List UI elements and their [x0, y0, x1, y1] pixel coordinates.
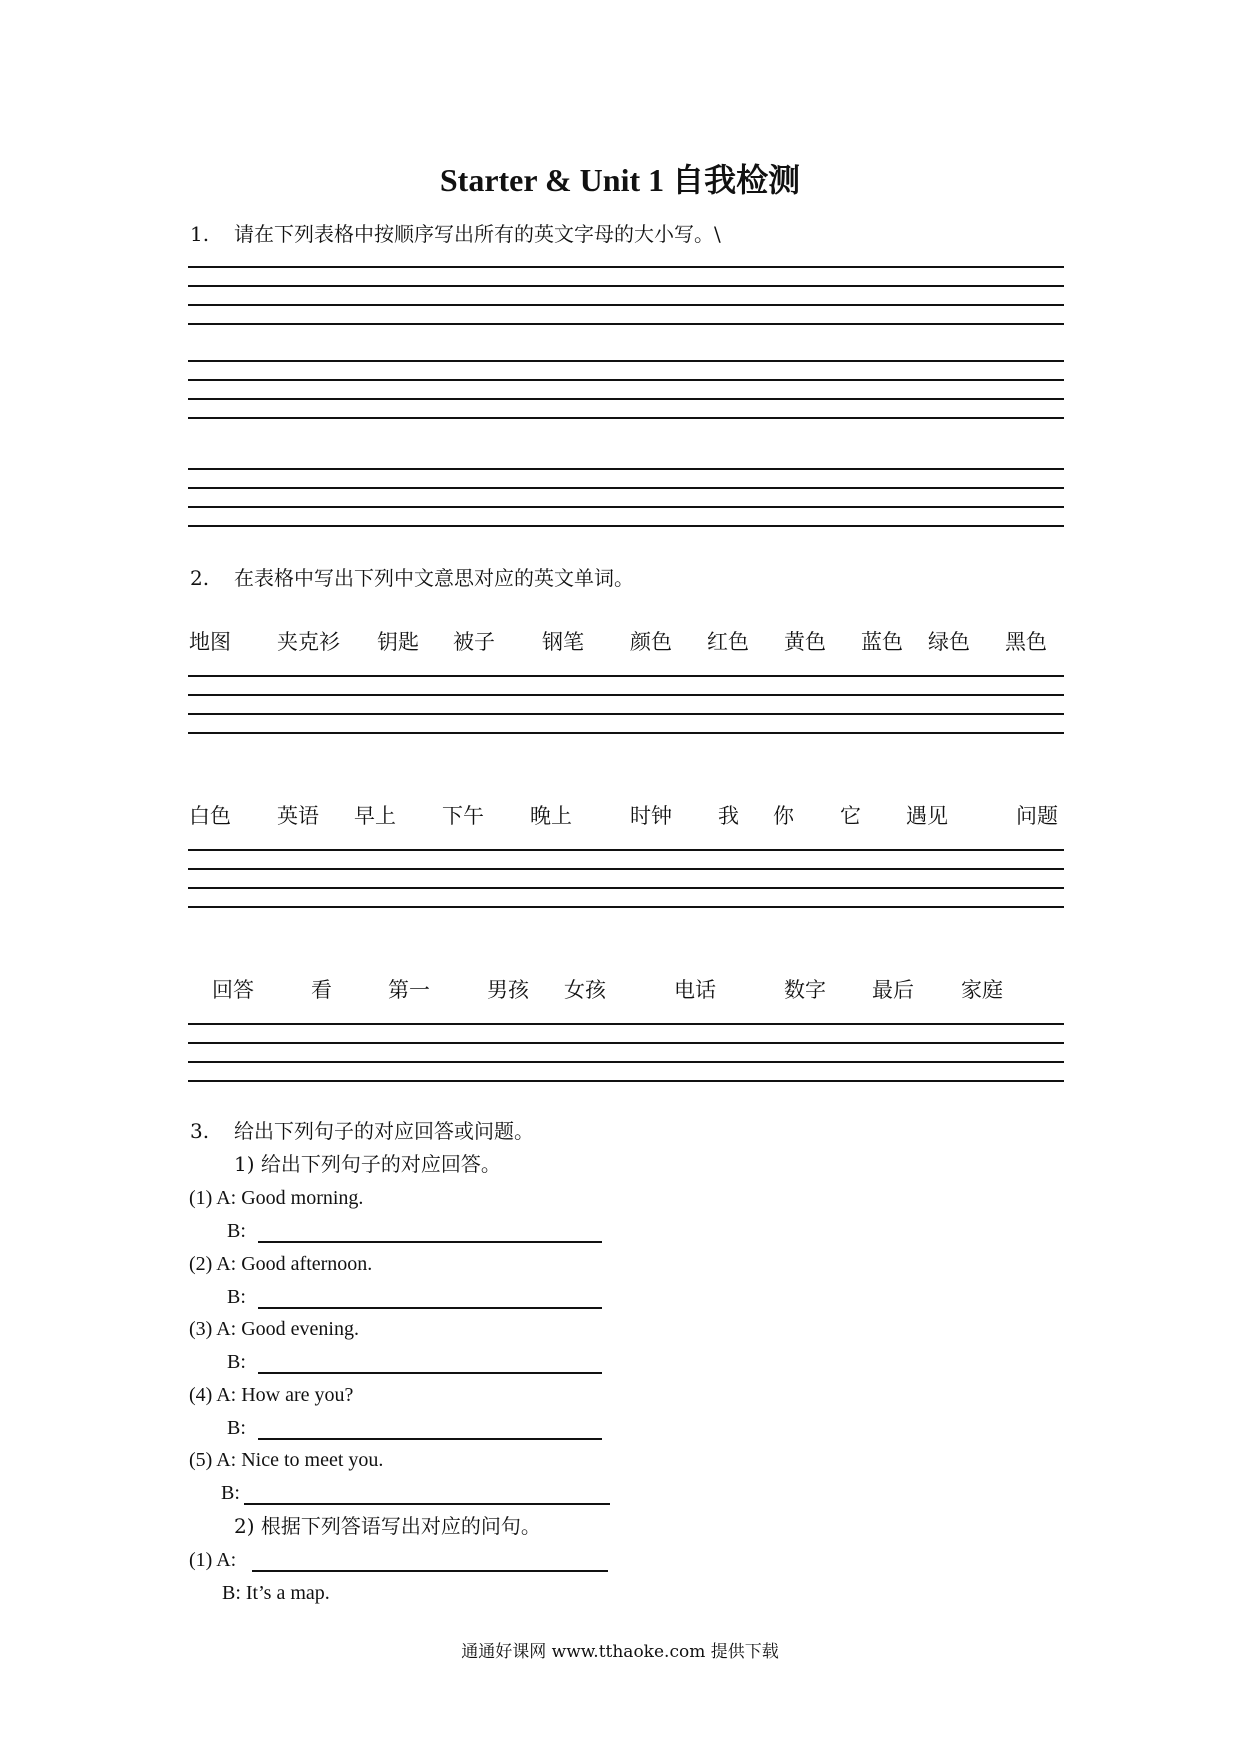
vocab-word: 蓝色 — [861, 630, 903, 654]
writing-line — [188, 487, 1064, 489]
writing-line — [188, 323, 1064, 325]
dialogue-b-label: B: — [227, 1286, 246, 1308]
question-2-number: 2. — [190, 566, 210, 590]
vocab-word: 颜色 — [630, 630, 672, 654]
dialogue-b-line: B: It’s a map. — [222, 1582, 330, 1604]
question-1-text: 请在下列表格中按顺序写出所有的英文字母的大小写。\ — [234, 222, 721, 246]
dialogue-b-label: B: — [221, 1482, 240, 1504]
dialogue-a-line: (1) A: Good morning. — [189, 1187, 364, 1209]
writing-line — [188, 398, 1064, 400]
vocab-word: 它 — [840, 804, 861, 828]
writing-line — [188, 285, 1064, 287]
vocab-word: 我 — [718, 804, 739, 828]
writing-line — [188, 1042, 1064, 1044]
vocab-word: 电话 — [674, 978, 716, 1002]
dialogue-a-line: (3) A: Good evening. — [189, 1318, 359, 1340]
vocab-word: 黄色 — [784, 630, 826, 654]
vocab-word: 女孩 — [564, 978, 606, 1002]
answer-blank[interactable] — [244, 1503, 610, 1505]
vocab-word: 看 — [311, 978, 332, 1002]
answer-blank[interactable] — [258, 1438, 602, 1440]
dialogue-a-line: (4) A: How are you? — [189, 1384, 354, 1406]
answer-blank[interactable] — [258, 1307, 602, 1309]
dialogue-b-label: B: — [227, 1351, 246, 1373]
vocab-word: 男孩 — [487, 978, 529, 1002]
writing-line — [188, 694, 1064, 696]
vocab-word: 下午 — [442, 804, 484, 828]
vocab-word: 家庭 — [961, 978, 1003, 1002]
vocab-word: 问题 — [1016, 804, 1058, 828]
vocab-word: 被子 — [453, 630, 495, 654]
writing-line — [188, 525, 1064, 527]
vocab-word: 你 — [773, 804, 794, 828]
vocab-word: 钢笔 — [542, 630, 584, 654]
writing-line — [188, 417, 1064, 419]
writing-line — [188, 304, 1064, 306]
vocab-word: 黑色 — [1005, 630, 1047, 654]
vocab-word: 时钟 — [630, 804, 672, 828]
vocab-word: 最后 — [872, 978, 914, 1002]
writing-line — [188, 360, 1064, 362]
writing-line — [188, 713, 1064, 715]
vocab-word: 白色 — [189, 804, 231, 828]
question-1-heading — [190, 220, 721, 248]
page-footer: 通通好课网 www.tthaoke.com 提供下载 — [461, 1642, 779, 1662]
vocab-word: 早上 — [354, 804, 396, 828]
question-3-heading — [190, 1117, 534, 1145]
question-2-heading — [190, 564, 634, 592]
writing-line — [188, 1061, 1064, 1063]
vocab-word: 数字 — [784, 978, 826, 1002]
answer-blank[interactable] — [258, 1372, 602, 1374]
writing-line — [188, 732, 1064, 734]
page-title: Starter & Unit 1 自我检测 — [439, 162, 801, 198]
vocab-word: 晚上 — [530, 804, 572, 828]
dialogue-a-line: (2) A: Good afternoon. — [189, 1253, 373, 1275]
vocab-word: 红色 — [707, 630, 749, 654]
vocab-word: 夹克衫 — [277, 630, 340, 654]
writing-line — [188, 379, 1064, 381]
vocab-word: 地图 — [189, 630, 231, 654]
dialogue-b-label: B: — [227, 1220, 246, 1242]
writing-line — [188, 675, 1064, 677]
question-1-number: 1. — [190, 222, 210, 246]
part-2-title: 2) 根据下列答语写出对应的问句。 — [234, 1514, 541, 1538]
vocab-word: 钥匙 — [377, 630, 419, 654]
question-3-text: 给出下列句子的对应回答或问题。 — [234, 1119, 534, 1143]
writing-line — [188, 468, 1064, 470]
question-blank[interactable] — [252, 1570, 608, 1572]
part-1-title: 1) 给出下列句子的对应回答。 — [234, 1152, 501, 1176]
vocab-word: 英语 — [277, 804, 319, 828]
writing-line — [188, 506, 1064, 508]
writing-line — [188, 266, 1064, 268]
writing-line — [188, 1080, 1064, 1082]
writing-line — [188, 887, 1064, 889]
vocab-word: 第一 — [388, 978, 430, 1002]
dialogue-a-label: (1) A: — [189, 1549, 237, 1571]
writing-line — [188, 849, 1064, 851]
vocab-word: 回答 — [212, 978, 254, 1002]
vocab-word: 绿色 — [928, 630, 970, 654]
dialogue-b-label: B: — [227, 1417, 246, 1439]
question-2-text: 在表格中写出下列中文意思对应的英文单词。 — [234, 566, 634, 590]
writing-line — [188, 1023, 1064, 1025]
writing-line — [188, 906, 1064, 908]
dialogue-a-line: (5) A: Nice to meet you. — [189, 1449, 384, 1471]
writing-line — [188, 868, 1064, 870]
question-3-number: 3. — [190, 1119, 210, 1143]
vocab-word: 遇见 — [906, 804, 948, 828]
answer-blank[interactable] — [258, 1241, 602, 1243]
